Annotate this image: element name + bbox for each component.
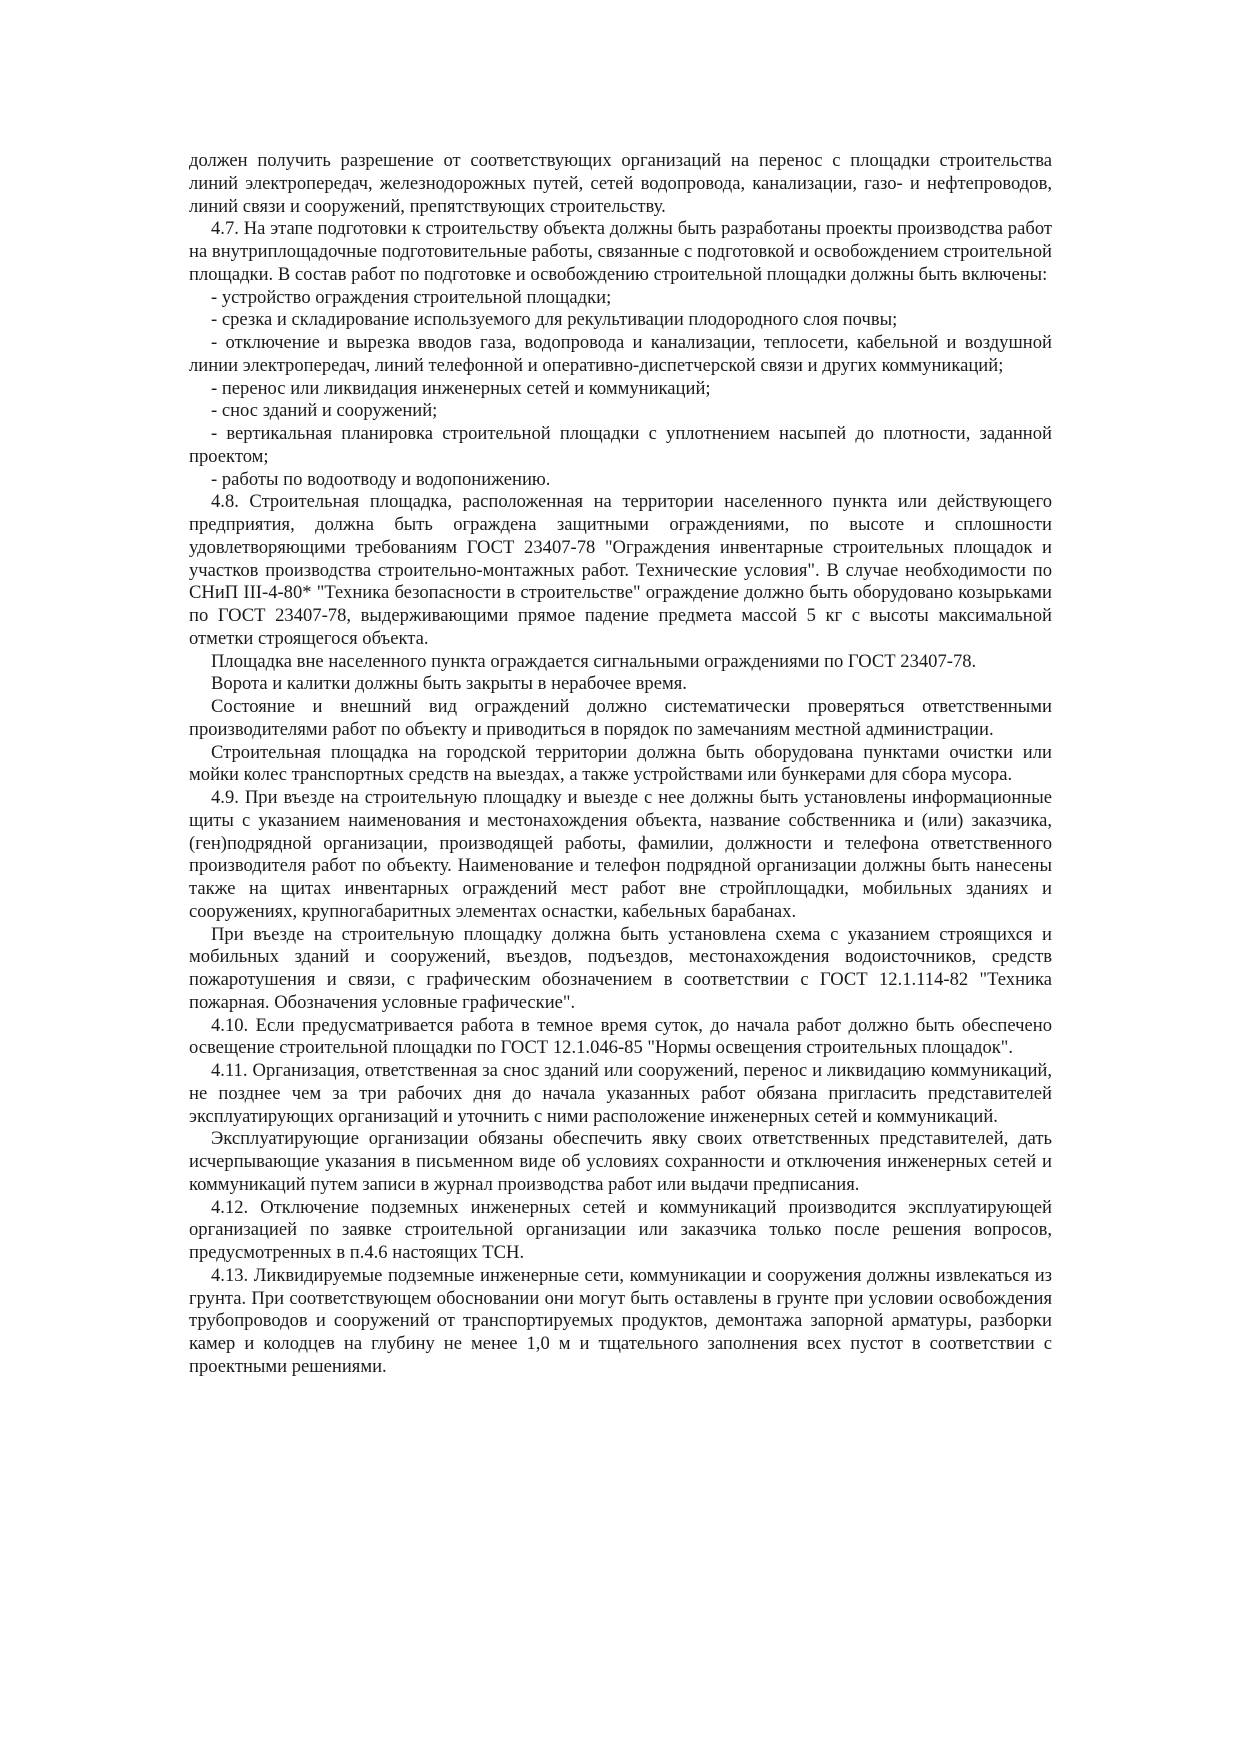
paragraph-continuation: должен получить разрешение от соответствующих организаций на перенос с площадки строительства линий электропередач, железнодорожных путей, сетей водопровода, канализации, газо- и нефтепроводов, линий связи и сооружений, препятствующих строительству.: [189, 150, 1052, 217]
paragraph-gates: Ворота и калитки должны быть закрыты в нерабочее время.: [211, 673, 687, 695]
paragraph-4-13: 4.13. Ликвидируемые подземные инженерные сети, коммуникации и сооружения должны извлекаться из грунта. При соответствующем обосновании они могут быть оставлены в грунте при условии освобождения трубопроводов и сооружений от транспортируемых продуктов, демонтажа запорной арматуры, разборки камер и колодцев на глубину не менее 1,0 м и тщательного заполнения всех пустот в соответствии с проектными решениями.: [189, 1264, 1052, 1377]
paragraph-outside-settlement: Площадка вне населенного пункта ограждается сигнальными ограждениями по ГОСТ 23407-78.: [211, 650, 977, 672]
list-item-fencing: - устройство ограждения строительной площадки;: [211, 286, 612, 308]
list-item-disconnection: - отключение и вырезка вводов газа, водопровода и канализации, теплосети, кабельной и воздушной линии электропередач, линий телефонной и оперативно-диспетчерской связи и других коммуникаций;: [189, 332, 1052, 376]
list-item-grading: - вертикальная планировка строительной площадки с уплотнением насыпей до плотности, заданной проектом;: [189, 423, 1052, 467]
list-item-drainage: - работы по водоотводу и водопонижению.: [211, 468, 551, 490]
paragraph-4-11: 4.11. Организация, ответственная за снос зданий или сооружений, перенос и ликвидацию коммуникаций, не позднее чем за три рабочих дня до начала указанных работ обязана пригласить представителей эксплуатирующих организаций и уточнить с ними расположение инженерных сетей и коммуникаций.: [189, 1060, 1052, 1127]
paragraph-operators-duties: Эксплуатирующие организации обязаны обеспечить явку своих ответственных представителей, дать исчерпывающие указания в письменном виде об условиях сохранности и отключения инженерных сетей и коммуникаций путем записи в журнал производства работ или выдачи предписания.: [189, 1128, 1052, 1195]
paragraph-4-8: 4.8. Строительная площадка, расположенная на территории населенного пункта или действующего предприятия, должна быть ограждена защитными ограждениями, по высоте и сплошности удовлетворяющими требованиям ГОСТ 23407-78 "Ограждения инвентарные строительных площадок и участков производства строительно-монтажных работ. Технические условия". В случае необходимости по СНиП III-4-80* "Техника безопасности в строительстве" ограждение должно быть оборудовано козырьками по ГОСТ 23407-78, выдерживающими прямое падение предмета массой 5 кг с высоты максимальной отметки строящегося объекта.: [189, 491, 1052, 649]
list-item-demolition: - снос зданий и сооружений;: [211, 400, 438, 422]
paragraph-fence-condition: Состояние и внешний вид ограждений должно систематически проверяться ответственными производителями работ по объекту и приводиться в порядок по замечаниям местной администрации.: [189, 696, 1052, 740]
paragraph-4-9: 4.9. При въезде на строительную площадку и выезде с нее должны быть установлены информационные щиты с указанием наименования и местонахождения объекта, название собственника и (или) заказчика, (ген)подрядной организации, производящей работы, фамилии, должности и телефона ответственного производителя работ по объекту. Наименование и телефон подрядной организации должны быть нанесены также на щитах инвентарных ограждений мест работ вне стройплощадки, мобильных зданиях и сооружениях, крупногабаритных элементах оснастки, кабельных барабанах.: [189, 787, 1052, 922]
paragraph-site-scheme: При въезде на строительную площадку должна быть установлена схема с указанием строящихся и мобильных зданий и сооружений, въездов, подъездов, местонахождения водоисточников, средств пожаротушения и связи, с графическим обозначением в соответствии с ГОСТ 12.1.114-82 "Техника пожарная. Обозначения условные графические".: [189, 923, 1052, 1013]
list-item-topsoil: - срезка и складирование используемого для рекультивации плодородного слоя почвы;: [211, 309, 898, 331]
paragraph-4-7: 4.7. На этапе подготовки к строительству объекта должны быть разработаны проекты производства работ на внутриплощадочные подготовительные работы, связанные с подготовкой и освобождением строительной площадки. В состав работ по подготовке и освобождению строительной площадки должны быть включены:: [189, 218, 1052, 285]
paragraph-wheel-washing: Строительная площадка на городской территории должна быть оборудована пунктами очистки или мойки колес транспортных средств на выездах, а также устройствами или бункерами для сбора мусора.: [189, 741, 1052, 786]
paragraph-4-10: 4.10. Если предусматривается работа в темное время суток, до начала работ должно быть обеспечено освещение строительной площадки по ГОСТ 12.1.046-85 "Нормы освещения строительных площадок".: [189, 1014, 1052, 1059]
list-item-relocation: - перенос или ликвидация инженерных сетей и коммуникаций;: [211, 377, 711, 399]
document-page: [189, 150, 1052, 1379]
paragraph-4-12: 4.12. Отключение подземных инженерных сетей и коммуникаций производится эксплуатирующей организацией по заявке строительной организации или заказчика только после решения вопросов, предусмотренных в п.4.6 настоящих ТСН.: [189, 1196, 1052, 1263]
